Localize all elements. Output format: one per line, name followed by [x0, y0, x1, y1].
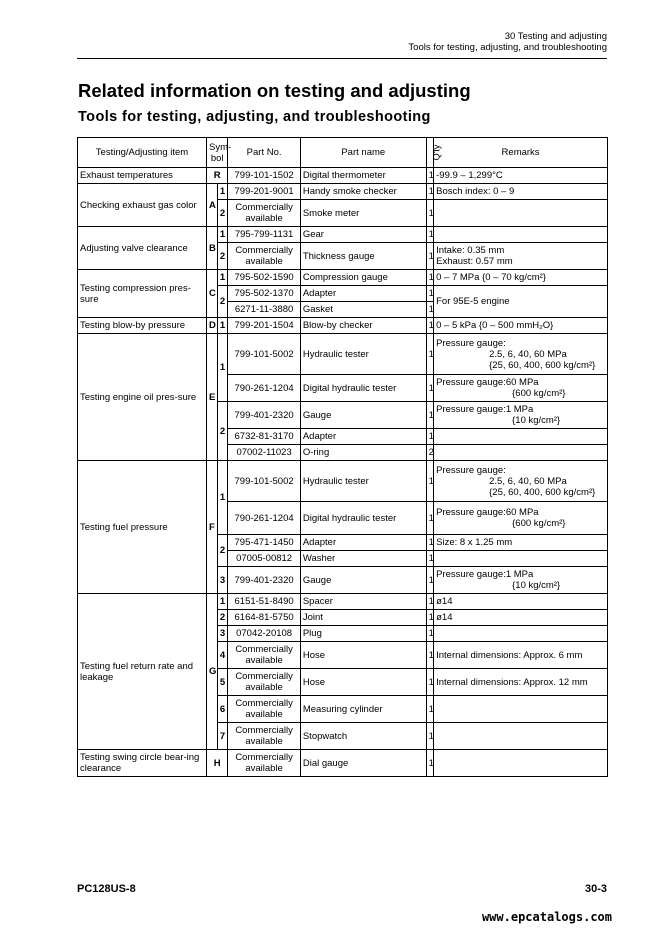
remarks-line: {600 kg/cm²} — [512, 388, 566, 399]
remarks-line: {25, 60, 400, 600 kg/cm²} — [489, 359, 596, 371]
sub-number-cell: 3 — [217, 567, 228, 594]
part-no-cell: Commercially available — [228, 243, 301, 270]
remarks-line: Intake: 0.35 mm — [436, 245, 505, 256]
qty-cell: 1 — [426, 750, 433, 777]
table-row — [78, 750, 608, 777]
col-header-remarks: Remarks — [434, 138, 608, 168]
remarks-cell — [434, 502, 608, 535]
table-row — [78, 227, 608, 243]
part-no-cell: 07002-11023 — [228, 445, 301, 461]
part-name-cell: Adapter — [300, 535, 426, 551]
remarks-cell: Bosch index: 0 – 9 — [434, 184, 608, 200]
remarks-cell: Internal dimensions: Approx. 6 mm — [434, 642, 608, 669]
part-no-cell: 799-101-1502 — [228, 168, 301, 184]
remarks-cell: ø14 — [434, 610, 608, 626]
sub-number-cell: 2 — [217, 243, 228, 270]
symbol-cell: R — [207, 168, 228, 184]
remarks-cell — [434, 227, 608, 243]
qty-cell: 1 — [426, 696, 433, 723]
sub-number-cell: 1 — [217, 184, 228, 200]
remarks-line: Pressure gauge:1 MPa — [436, 569, 534, 580]
qty-cell: 2 — [426, 445, 433, 461]
remarks-line: {10 kg/cm²} — [512, 580, 561, 591]
qty-cell: 1 — [426, 723, 433, 750]
part-name-cell: Measuring cylinder — [300, 696, 426, 723]
part-name-cell: Digital thermometer — [300, 168, 426, 184]
remarks-line: Pressure gauge: — [436, 337, 506, 349]
remarks-cell — [434, 200, 608, 227]
part-no-cell: Commercially available — [228, 642, 301, 669]
remarks-line: Pressure gauge: — [436, 464, 506, 476]
table-row — [78, 461, 608, 502]
remarks-cell: Size: 8 x 1.25 mm — [434, 535, 608, 551]
item-cell: Testing fuel return rate and leakage — [78, 594, 207, 750]
table-row — [78, 594, 608, 610]
remarks-line: 2.5, 6, 40, 60 MPa — [489, 348, 567, 360]
part-name-cell: Digital hydraulic tester — [300, 502, 426, 535]
part-name-cell: Gasket — [300, 302, 426, 318]
sub-number-cell: 2 — [217, 610, 228, 626]
qty-cell: 1 — [426, 402, 433, 429]
remarks-cell: For 95E-5 engine — [434, 286, 608, 318]
qty-cell: 1 — [426, 642, 433, 669]
qty-cell: 1 — [426, 502, 433, 535]
remarks-cell — [434, 750, 608, 777]
remarks-cell: ø14 — [434, 594, 608, 610]
part-name-cell: Washer — [300, 551, 426, 567]
remarks-line: {10 kg/cm²} — [512, 415, 561, 426]
part-no-cell: 6164-81-5750 — [228, 610, 301, 626]
symbol-cell: H — [207, 750, 228, 777]
item-cell: Exhaust temperatures — [78, 168, 207, 184]
part-name-cell: Gauge — [300, 567, 426, 594]
item-cell: Adjusting valve clearance — [78, 227, 207, 270]
remarks-line: {600 kg/cm²} — [512, 518, 566, 529]
remarks-cell — [434, 567, 608, 594]
item-cell: Testing blow-by pressure — [78, 318, 207, 334]
part-name-cell: Blow-by checker — [300, 318, 426, 334]
qty-cell: 1 — [426, 669, 433, 696]
part-name-cell: Spacer — [300, 594, 426, 610]
qty-cell: 1 — [426, 302, 433, 318]
watermark-link[interactable]: www.epcatalogs.com — [481, 910, 612, 924]
symbol-cell: D — [207, 318, 218, 334]
remarks-line: Pressure gauge:60 MPa — [436, 507, 539, 518]
part-no-cell: 799-201-1504 — [228, 318, 301, 334]
qty-cell: 1 — [426, 200, 433, 227]
table-row — [78, 334, 608, 375]
remarks-cell — [434, 461, 608, 502]
symbol-cell: A — [207, 184, 218, 227]
table-row — [78, 184, 608, 200]
sub-number-cell: 1 — [217, 227, 228, 243]
qty-cell: 1 — [426, 429, 433, 445]
table-row — [78, 318, 608, 334]
sub-number-cell: 1 — [217, 594, 228, 610]
part-name-cell: Plug — [300, 626, 426, 642]
remarks-cell — [434, 402, 608, 429]
remarks-line: 2.5, 6, 40, 60 MPa — [489, 475, 567, 487]
remarks-cell — [434, 551, 608, 567]
sub-number-cell: 1 — [217, 270, 228, 286]
part-name-cell: Compression gauge — [300, 270, 426, 286]
qty-cell: 1 — [426, 168, 433, 184]
item-cell: Testing fuel pressure — [78, 461, 207, 594]
remarks-cell — [434, 723, 608, 750]
part-name-cell: Adapter — [300, 429, 426, 445]
qty-cell: 1 — [426, 286, 433, 302]
part-no-cell: 799-401-2320 — [228, 567, 301, 594]
col-header-symbol: Sym- bol — [207, 138, 228, 168]
remarks-cell — [434, 243, 608, 270]
qty-cell: 1 — [426, 567, 433, 594]
part-no-cell: 6151-51-8490 — [228, 594, 301, 610]
col-header-part-no: Part No. — [228, 138, 301, 168]
remarks-cell: Internal dimensions: Approx. 12 mm — [434, 669, 608, 696]
remarks-cell — [434, 445, 608, 461]
symbol-cell: B — [207, 227, 218, 270]
table-header-row — [78, 138, 608, 168]
col-header-part-name: Part name — [300, 138, 426, 168]
remarks-cell — [434, 334, 608, 375]
part-no-cell: 795-471-1450 — [228, 535, 301, 551]
header-subsection: Tools for testing, adjusting, and troubleshooting — [408, 42, 607, 53]
part-no-cell: 790-261-1204 — [228, 375, 301, 402]
page-title: Related information on testing and adjusting — [78, 80, 471, 101]
part-name-cell: Adapter — [300, 286, 426, 302]
remarks-cell: 0 – 7 MPa {0 – 70 kg/cm²} — [434, 270, 608, 286]
item-cell: Checking exhaust gas color — [78, 184, 207, 227]
qty-cell: 1 — [426, 184, 433, 200]
part-no-cell: Commercially available — [228, 723, 301, 750]
symbol-cell: C — [207, 270, 218, 318]
table-row — [78, 168, 608, 184]
qty-cell: 1 — [426, 334, 433, 375]
part-no-cell: 799-201-9001 — [228, 184, 301, 200]
part-no-cell: 07042-20108 — [228, 626, 301, 642]
symbol-cell: G — [207, 594, 218, 750]
col-header-item: Testing/Adjusting item — [78, 138, 207, 168]
part-name-cell: Gauge — [300, 402, 426, 429]
part-no-cell: 799-101-5002 — [228, 461, 301, 502]
part-name-cell: Digital hydraulic tester — [300, 375, 426, 402]
header-section: 30 Testing and adjusting — [504, 31, 607, 42]
remarks-cell: -99.9 – 1,299°C — [434, 168, 608, 184]
part-name-cell: Hose — [300, 642, 426, 669]
footer-model: PC128US-8 — [77, 883, 136, 895]
part-name-cell: Joint — [300, 610, 426, 626]
remarks-cell — [434, 429, 608, 445]
remarks-cell — [434, 626, 608, 642]
table-row — [78, 270, 608, 286]
part-name-cell: Handy smoke checker — [300, 184, 426, 200]
part-name-cell: Smoke meter — [300, 200, 426, 227]
item-cell: Testing compression pres-sure — [78, 270, 207, 318]
part-name-cell: Stopwatch — [300, 723, 426, 750]
qty-cell: 1 — [426, 270, 433, 286]
sub-number-cell: 7 — [217, 723, 228, 750]
sub-number-cell: 1 — [217, 461, 228, 535]
sub-number-cell: 6 — [217, 696, 228, 723]
part-no-cell: 795-799-1131 — [228, 227, 301, 243]
part-name-cell: Hydraulic tester — [300, 461, 426, 502]
part-name-cell: Hose — [300, 669, 426, 696]
sub-number-cell: 1 — [217, 318, 228, 334]
sub-number-cell: 1 — [217, 334, 228, 402]
qty-cell: 1 — [426, 227, 433, 243]
sub-number-cell: 3 — [217, 626, 228, 642]
part-name-cell: O-ring — [300, 445, 426, 461]
item-cell: Testing engine oil pres-sure — [78, 334, 207, 461]
sub-number-cell: 2 — [217, 402, 228, 461]
qty-cell: 1 — [426, 551, 433, 567]
part-name-cell: Gear — [300, 227, 426, 243]
footer-page-number: 30-3 — [584, 883, 607, 895]
qty-cell: 1 — [426, 243, 433, 270]
qty-cell: 1 — [426, 375, 433, 402]
part-no-cell: 799-101-5002 — [228, 334, 301, 375]
part-no-cell: 799-401-2320 — [228, 402, 301, 429]
col-header-qty: Q'ty — [426, 138, 433, 168]
part-no-cell: 795-502-1370 — [228, 286, 301, 302]
sub-number-cell: 2 — [217, 200, 228, 227]
item-cell: Testing swing circle bear-ing clearance — [78, 750, 207, 777]
sub-number-cell: 2 — [217, 535, 228, 567]
qty-cell: 1 — [426, 318, 433, 334]
remarks-line: {25, 60, 400, 600 kg/cm²} — [489, 486, 596, 498]
part-no-cell: 6732-81-3170 — [228, 429, 301, 445]
qty-cell: 1 — [426, 594, 433, 610]
remarks-line: Pressure gauge:1 MPa — [436, 404, 534, 415]
symbol-cell: F — [207, 461, 218, 594]
remarks-cell — [434, 375, 608, 402]
header-rule — [77, 58, 607, 59]
tools-table — [77, 137, 608, 777]
qty-cell: 1 — [426, 535, 433, 551]
part-no-cell: Commercially available — [228, 750, 301, 777]
part-name-cell: Dial gauge — [300, 750, 426, 777]
remarks-cell — [434, 696, 608, 723]
remarks-line: Exhaust: 0.57 mm — [436, 256, 513, 267]
qty-cell: 1 — [426, 610, 433, 626]
section-title: Tools for testing, adjusting, and troubleshooting — [78, 109, 431, 125]
sub-number-cell: 5 — [217, 669, 228, 696]
symbol-cell: E — [207, 334, 218, 461]
part-no-cell: Commercially available — [228, 669, 301, 696]
part-name-cell: Hydraulic tester — [300, 334, 426, 375]
part-name-cell: Thickness gauge — [300, 243, 426, 270]
sub-number-cell: 2 — [217, 286, 228, 318]
part-no-cell: 6271-11-3880 — [228, 302, 301, 318]
part-no-cell: 07005-00812 — [228, 551, 301, 567]
remarks-line: Pressure gauge:60 MPa — [436, 377, 539, 388]
part-no-cell: 790-261-1204 — [228, 502, 301, 535]
sub-number-cell: 4 — [217, 642, 228, 669]
qty-cell: 1 — [426, 461, 433, 502]
part-no-cell: 795-502-1590 — [228, 270, 301, 286]
qty-cell: 1 — [426, 626, 433, 642]
part-no-cell: Commercially available — [228, 696, 301, 723]
remarks-cell: 0 – 5 kPa {0 – 500 mmH₂O} — [434, 318, 608, 334]
part-no-cell: Commercially available — [228, 200, 301, 227]
